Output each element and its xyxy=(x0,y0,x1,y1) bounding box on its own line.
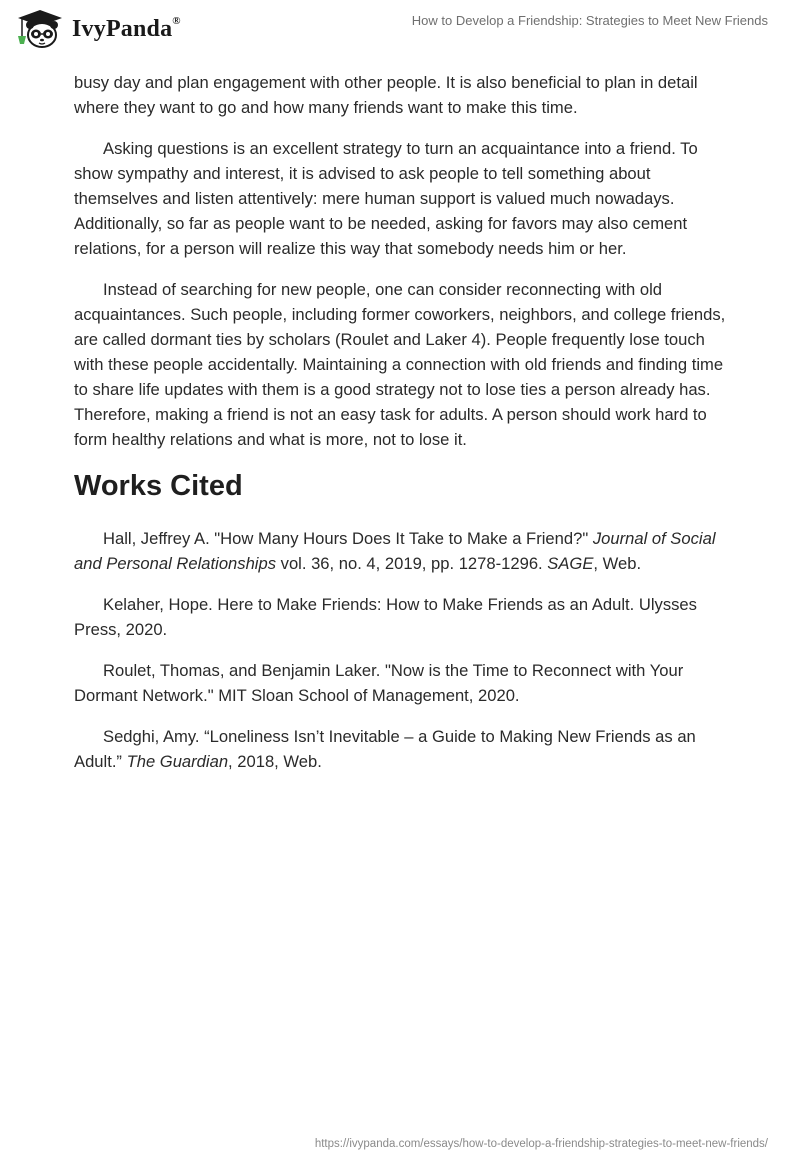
body-paragraph: busy day and plan engagement with other people. It is also beneficial to plan in detail where they want to go and how many friends want to make this time. xyxy=(74,73,698,117)
brand-name: IvyPanda® xyxy=(72,14,181,42)
citation-entry: Sedghi, Amy. “Loneliness Isn’t Inevitable – a Guide to Making New Friends as an Adult.” The Guardian, 2018, Web. xyxy=(74,727,696,771)
body-paragraph: Asking questions is an excellent strategy to turn an acquaintance into a friend. To show sympathy and interest, it is advised to ask people to tell something about themselves and listen attentively: mere human support is valued much nowadays. Additionally, so far as people want to be needed, asking for favors may also cement relations, for a person will realize this way that somebody needs him or her. xyxy=(74,139,698,258)
document-title: How to Develop a Friendship: Strategies to Meet New Friends xyxy=(411,13,768,28)
body-paragraph: Instead of searching for new people, one can consider reconnecting with old acquaintances. Such people, including former coworkers, neighbors, and college friends, are called dormant ties by scholars (Roulet and Laker 4). People frequently lose touch with these people accidentally. Maintaining a connection with old friends and finding time to share life updates with them is a good strategy not to lose ties a person already has. Therefore, making a friend is not an easy task for adults. A person should work hard to form healthy relations and what is more, not to lose it. xyxy=(74,280,726,449)
source-url-link[interactable]: https://ivypanda.com/essays/how-to-develop-a-friendship-strategies-to-meet-new-friends/ xyxy=(314,1138,768,1150)
essay-content xyxy=(74,70,734,790)
panda-graduate-icon xyxy=(14,8,66,50)
ivypanda-logo[interactable] xyxy=(14,8,181,50)
works-cited-heading: Works Cited xyxy=(74,470,243,502)
citation-entry: Kelaher, Hope. Here to Make Friends: How to Make Friends as an Adult. Ulysses Press, 2020. xyxy=(74,595,697,639)
citation-entry: Hall, Jeffrey A. "How Many Hours Does It Take to Make a Friend?" Journal of Social and Personal Relationships vol. 36, no. 4, 2019, pp. 1278-1296. SAGE, Web. xyxy=(74,529,716,573)
trademark-sign: ® xyxy=(172,14,181,27)
citation-entry: Roulet, Thomas, and Benjamin Laker. "Now is the Time to Reconnect with Your Dormant Network." MIT Sloan School of Management, 2020. xyxy=(74,661,684,705)
